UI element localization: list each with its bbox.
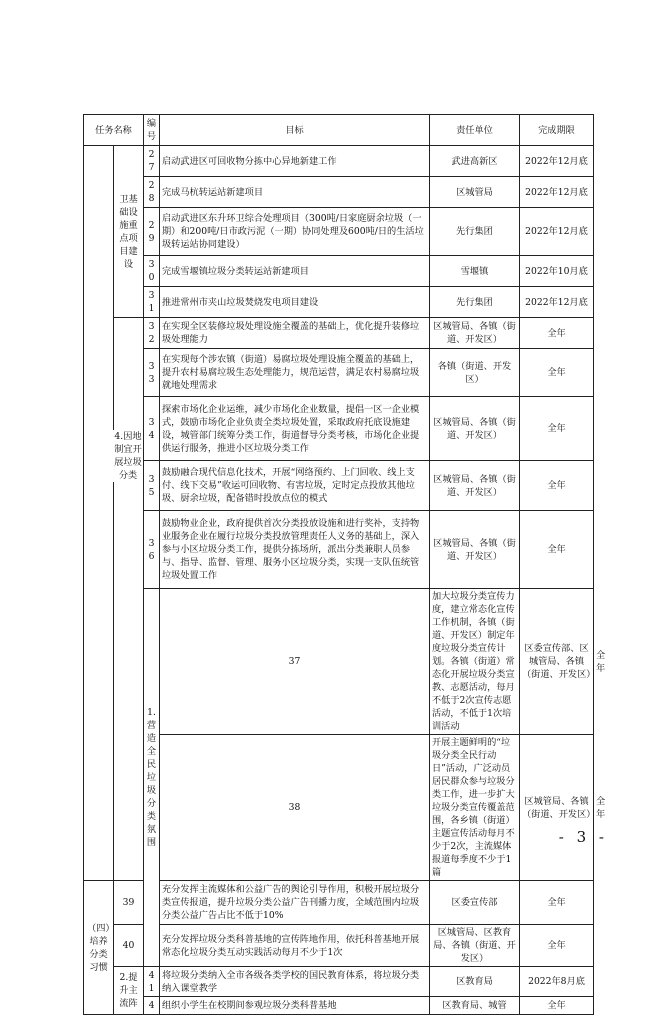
header-row (84, 115, 594, 146)
group-infrastructure: 卫基础设施重点项目建设 (114, 146, 144, 318)
row-goal: 鼓励融合现代信息化技术，开展“网络预约、上门回收、线上支付、线下交易”收运可回收物、有害垃圾，定时定点投放其他垃圾、厨余垃圾，配备错时投放点位的模式 (160, 461, 430, 511)
row-unit: 雪堰镇 (430, 256, 520, 287)
header-task-name: 任务名称 (84, 115, 144, 146)
row-number: 4 (144, 997, 160, 1015)
table-row (84, 997, 594, 1015)
row-deadline: 全年 (520, 881, 594, 925)
header-goal: 目标 (160, 115, 430, 146)
table-row (84, 881, 594, 925)
row-unit: 区城管局、各镇（街道、开发区） (430, 511, 520, 589)
row-number: 29 (144, 208, 160, 256)
table-row (84, 256, 594, 287)
row-unit: 区教育局、城管 (430, 997, 520, 1015)
row-unit: 区委宣传部 (430, 881, 520, 925)
row-number: 38 (160, 735, 430, 881)
table-row (84, 177, 594, 208)
table-row: 1.营造全民垃圾分类氛围 37 加大垃圾分类宣传力度，建立常态化宣传工作机制，各镇（街道、开发区）制定年度垃圾分类宣传计划。各镇（街道）常态化开展垃圾分类宣教、志愿活动，每月不低于2次宣传志愿活动，不低于1次培训活动 区委宣传部、区城管局、各镇（街道、开发区） 全年 (84, 589, 594, 735)
row-unit: 区委宣传部、区城管局、各镇（街道、开发区） (520, 589, 594, 735)
row-number: 31 (144, 287, 160, 318)
row-goal: 在实现全区装修垃圾处理设施全覆盖的基础上，优化提升装修垃圾处理能力 (160, 318, 430, 349)
row-number: 40 (114, 925, 144, 967)
row-number: 34 (144, 397, 160, 461)
row-goal: 组织小学生在校期间参观垃圾分类科普基地 (160, 997, 430, 1015)
row-goal: 开展主题鲜明的“垃圾分类全民行动日”活动，广泛动员居民群众参与垃圾分类工作，进一步扩大垃圾分类宣传覆盖范围，各乡镇（街道）主题宣传活动每月不少于2次，主流媒体报道每季度不少于1篇 (430, 735, 520, 881)
row-goal: 完成雪堰镇垃圾分类转运站新建项目 (160, 256, 430, 287)
row-number: 28 (144, 177, 160, 208)
row-number: 37 (160, 589, 430, 735)
row-unit: 区城管局 (430, 177, 520, 208)
page-number: - 3 - (558, 828, 608, 846)
group-local-conditions: 4.因地制宜开展垃圾分类 (114, 431, 142, 481)
row-number: 35 (144, 461, 160, 511)
table-row (84, 208, 594, 256)
row-number: 30 (144, 256, 160, 287)
row-goal: 推进常州市夹山垃圾焚烧发电项目建设 (160, 287, 430, 318)
row-unit: 区城管局、各镇（街道、开发区） (430, 397, 520, 461)
row-goal: 探索市场化企业运维，减少市场化企业数量，提倡一区一企业模式，鼓励市场化企业负责全类垃圾处置，采取政府托底设施建设，城管部门统筹分类工作，街道督导分类考核，市场化企业提供运行服务，推进小区垃圾分类工作 (160, 397, 430, 461)
row-deadline: 2022年8月底 (520, 967, 594, 997)
row-deadline: 2022年10月底 (520, 256, 594, 287)
row-goal: 启动武进区可回收物分拣中心异地新建工作 (160, 146, 430, 177)
major-task-label: （四）培养分类习惯 (84, 881, 114, 1015)
group-mainstream: 2.提升主流阵 (114, 967, 144, 1015)
row-goal: 在实现每个涉农镇（街道）易腐垃圾处理设施全覆盖的基础上，提升农村易腐垃圾生态处理能力，规范运营，满足农村易腐垃圾就地处理需求 (160, 349, 430, 397)
header-unit: 责任单位 (430, 115, 520, 146)
task-table (83, 114, 606, 1015)
row-number: 39 (114, 881, 144, 925)
row-number: 27 (144, 146, 160, 177)
row-deadline: 2022年12月底 (520, 146, 594, 177)
row-deadline: 2022年12月底 (520, 177, 594, 208)
row-deadline: 全年 (520, 318, 594, 349)
row-deadline: 2022年12月底 (520, 287, 594, 318)
table-row (84, 461, 594, 511)
table-row: 38 开展主题鲜明的“垃圾分类全民行动日”活动，广泛动员居民群众参与垃圾分类工作，进一步扩大垃圾分类宣传覆盖范围，各乡镇（街道）主题宣传活动每月不少于2次，主流媒体报道每季度不少于1篇 区城管局、各镇（街道、开发区） 全年 (84, 735, 594, 881)
row-number: 41 (144, 967, 160, 997)
row-goal: 鼓励物业企业，政府提供首次分类投放设施和进行奖补，支持物业服务企业在履行垃圾分类投放管理责任人义务的基础上，深入参与小区垃圾分类工作，提供分拣场所，派出分类兼职人员参与、指导、监督、管理、服务小区垃圾分类，实现一支队伍统管垃圾处置工作 (160, 511, 430, 589)
row-unit: 先行集团 (430, 208, 520, 256)
row-unit: 区城管局、各镇（街道、开发区） (520, 735, 594, 881)
row-goal: 加大垃圾分类宣传力度，建立常态化宣传工作机制，各镇（街道、开发区）制定年度垃圾分类宣传计划。各镇（街道）常态化开展垃圾分类宣教、志愿活动，每月不低于2次宣传志愿活动，不低于1次培训活动 (430, 589, 520, 735)
group-blank (114, 318, 144, 881)
row-deadline: 全年 (520, 997, 594, 1015)
row-unit: 区城管局、各镇（街道、开发区） (430, 461, 520, 511)
row-goal: 启动武进区东升环卫综合处理项目（300吨/日家庭厨余垃圾（一期）和200吨/日市政污泥（一期）协同处理及600吨/日的生活垃圾转运站协同建设） (160, 208, 430, 256)
row-deadline: 全年 (520, 349, 594, 397)
table-row (84, 925, 594, 967)
row-deadline: 2022年12月底 (520, 208, 594, 256)
table-row (84, 349, 594, 397)
row-number: 32 (144, 318, 160, 349)
row-unit: 区教育局 (430, 967, 520, 997)
row-deadline: 全年 (520, 925, 594, 967)
table-row (84, 511, 594, 589)
row-unit: 区城管局、各镇（街道、开发区） (430, 318, 520, 349)
row-goal: 充分发挥主流媒体和公益广告的舆论引导作用，积极开展垃圾分类宣传报道，提升垃圾分类公益广告刊播力度，全域范围内垃圾分类公益广告占比不低于10% (160, 881, 430, 925)
major-blank-top (84, 146, 114, 881)
table-row (84, 146, 594, 177)
table-row (84, 287, 594, 318)
row-unit: 各镇（街道、开发区） (430, 349, 520, 397)
row-goal: 完成马杭转运站新建项目 (160, 177, 430, 208)
group-atmosphere: 1.营造全民垃圾分类氛围 (144, 589, 160, 967)
row-unit: 先行集团 (430, 287, 520, 318)
row-goal: 将垃圾分类纳入全市各级各类学校的国民教育体系，将垃圾分类纳入课堂教学 (160, 967, 430, 997)
header-number: 编号 (144, 115, 160, 146)
table-row (84, 318, 594, 349)
row-deadline: 全年 (520, 397, 594, 461)
row-number: 36 (144, 511, 160, 589)
row-deadline: 全年 (520, 511, 594, 589)
table-row (84, 967, 594, 997)
row-unit: 区城管局、区教育局、各镇（街道、开发区） (430, 925, 520, 967)
row-unit: 武进高新区 (430, 146, 520, 177)
row-deadline: 全年 (520, 461, 594, 511)
table-row (84, 397, 594, 461)
row-goal: 充分发挥垃圾分类科普基地的宣传阵地作用，依托科普基地开展常态化垃圾分类互动实践活动每月不少于1次 (160, 925, 430, 967)
row-number: 33 (144, 349, 160, 397)
header-deadline: 完成期限 (520, 115, 594, 146)
